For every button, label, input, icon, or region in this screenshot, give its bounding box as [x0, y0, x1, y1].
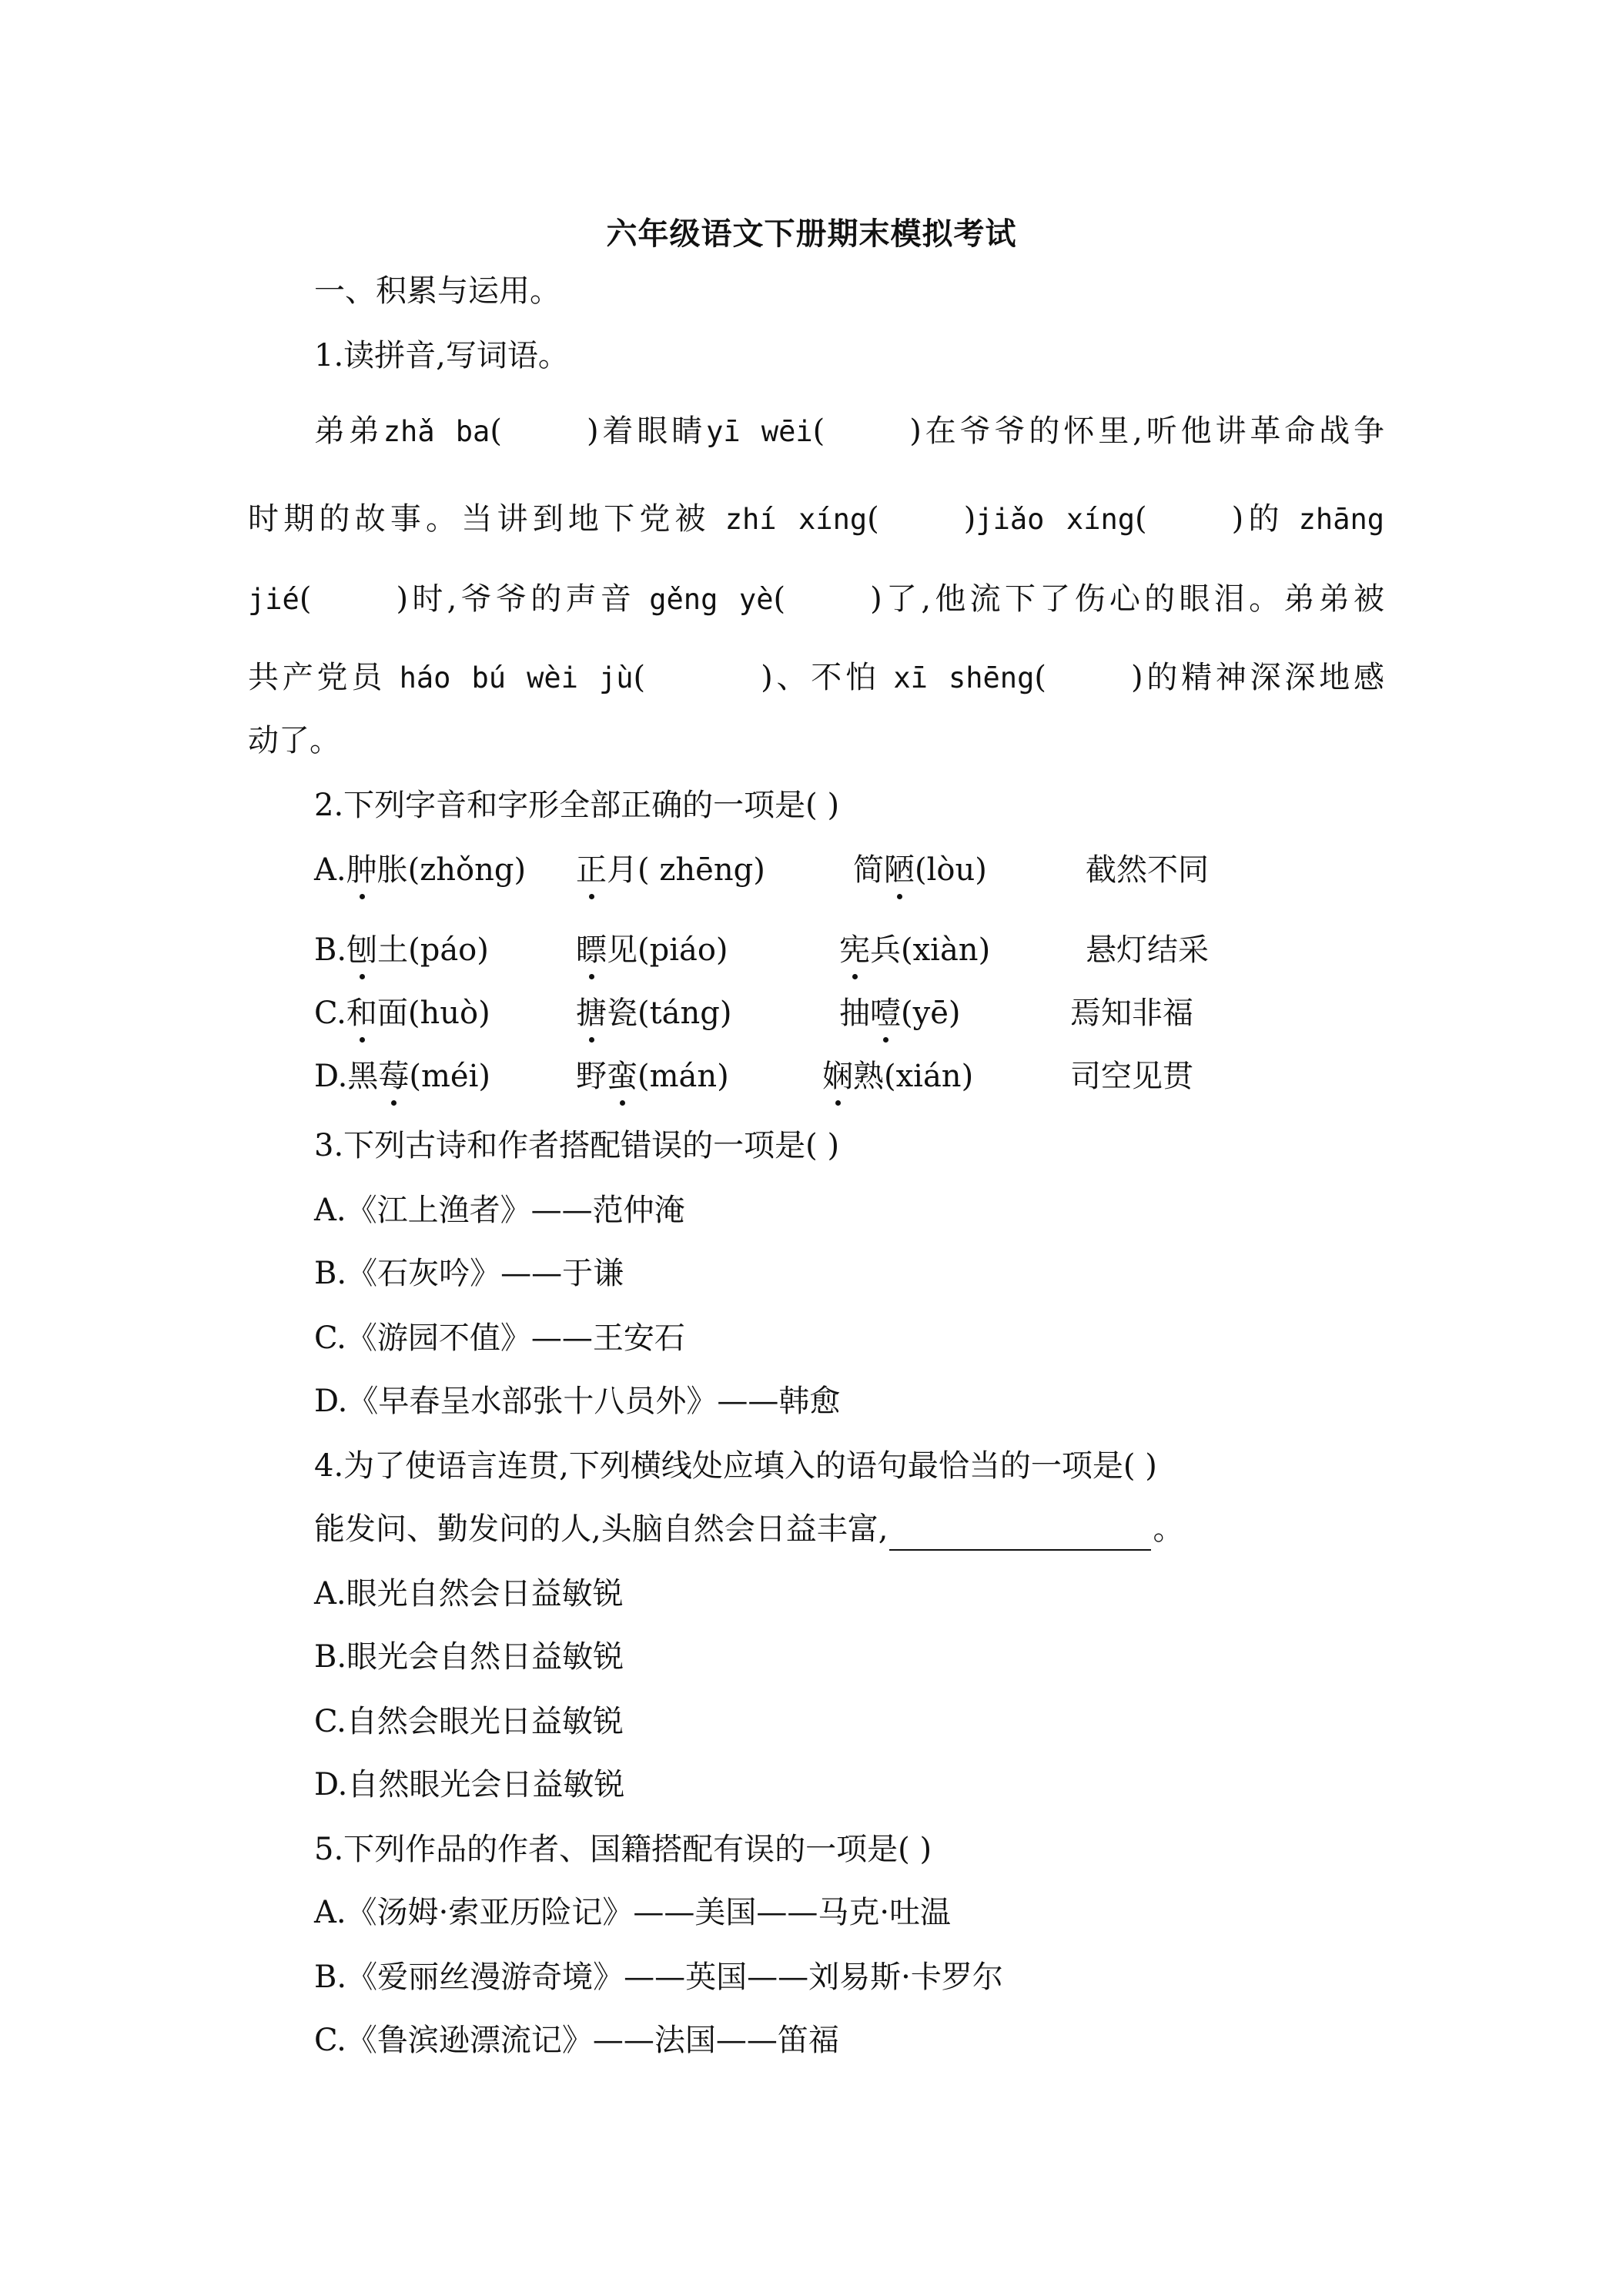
pinyin-yiwei: yī wēi [706, 415, 813, 448]
q2-cell: 娴熟(xián) [822, 1055, 973, 1098]
q2-cell: A.肿胀(zhǒng) [314, 848, 526, 892]
pinyin-haobuweiju: háo bú wèi jù [399, 661, 634, 694]
q2-cell: 焉知非福 [1070, 996, 1193, 1031]
pinyin-zhixing: zhí xíng [724, 503, 868, 536]
q2-cell: 悬灯结采 [1086, 932, 1209, 968]
q5-option-b: B.《爱丽丝漫游奇境》——英国——刘易斯·卡罗尔 [314, 1960, 1003, 1995]
pinyin-jie: jié [248, 583, 300, 616]
q3-option-b: B.《石灰吟》——于谦 [314, 1256, 624, 1291]
q1-text: 、不怕 [772, 660, 880, 695]
answer-blank-line [889, 1518, 1151, 1551]
q3-option-d: D.《早春呈水部张十八员外》——韩愈 [314, 1384, 841, 1419]
q4-option-a: A.眼光自然会日益敏锐 [314, 1576, 624, 1612]
q1-text: 的 [1243, 501, 1284, 537]
q4-stem-end: 。 [1153, 1511, 1184, 1547]
pinyin-zhang: zhāng [1298, 503, 1385, 536]
q2-cell: 搪瓷(táng) [576, 992, 732, 1035]
pinyin-xisheng: xī shēng [893, 661, 1035, 694]
pinyin-gengye: gěng yè [649, 583, 774, 616]
q2-cell: 野蛮(mán) [576, 1055, 729, 1098]
q4-stem-text: 能发问、勤发问的人,头脑自然会日益丰富, [314, 1511, 888, 1547]
section-heading: 一、积累与运用。 [314, 273, 561, 309]
q1-text: 在爷爷的怀里,听他讲革命战争 [921, 413, 1385, 449]
q1-line-5: 动了。 [248, 723, 340, 758]
page-title: 六年级语文下册期末模拟考试 [606, 216, 1017, 252]
q2-cell: 瞟见(piáo) [576, 929, 728, 972]
q4-option-c: C.自然会眼光日益敏锐 [314, 1704, 624, 1739]
q1-text: 时期的故事。当讲到地下党被 [248, 501, 711, 537]
q1-text: 了,他流下了伤心的眼泪。弟弟被 [882, 581, 1385, 617]
q1-line-1: 弟弟zhǎ ba( )着眼睛yī wēi( )在爷爷的怀里,听他讲革命战争 [314, 413, 1385, 449]
q3-option-a: A.《江上渔者》——范仲淹 [314, 1193, 685, 1228]
q2-cell: 正月( zhēng) [576, 848, 765, 892]
q2-cell: 司空见贯 [1070, 1059, 1193, 1094]
q3-option-c: C.《游园不值》——王安石 [314, 1320, 685, 1356]
question-5-label: 5.下列作品的作者、国籍搭配有误的一项是( ) [314, 1832, 932, 1867]
q2-cell: D.黑莓(méi) [314, 1055, 490, 1098]
pinyin-jiaoxing: jiǎo xíng [975, 503, 1136, 536]
q5-option-c: C.《鲁滨逊漂流记》——法国——笛福 [314, 2023, 839, 2058]
pinyin-zhaba: zhǎ ba [383, 415, 490, 448]
question-3-label: 3.下列古诗和作者搭配错误的一项是( ) [314, 1128, 840, 1163]
question-1-label: 1.读拼音,写词语。 [314, 338, 569, 373]
q1-text: 的精神深深地感 [1143, 660, 1384, 695]
q1-text: 弟弟 [314, 413, 383, 449]
q4-option-b: B.眼光会自然日益敏锐 [314, 1639, 624, 1675]
q2-cell: 抽噎(yē) [839, 992, 960, 1035]
q2-cell: 宪兵(xiàn) [839, 929, 990, 972]
question-4-label: 4.为了使语言连贯,下列横线处应填入的语句最恰当的一项是( ) [314, 1448, 1157, 1484]
q1-line-3: jié( )时,爷爷的声音 gěng yè( )了,他流下了伤心的眼泪。弟弟被 [248, 581, 1385, 617]
q4-option-d: D.自然眼光会日益敏锐 [314, 1767, 625, 1802]
q1-text: 时,爷爷的声音 [408, 581, 636, 617]
q1-line-4: 共产党员 háo bú wèi jù( )、不怕 xī shēng( )的精神深深地感 [248, 660, 1384, 695]
q2-cell: C.和面(huò) [314, 992, 490, 1035]
q4-stem [314, 1508, 1183, 1551]
q2-cell: 简陋(lòu) [853, 848, 987, 892]
q1-text: 共产党员 [248, 660, 387, 695]
question-2-label: 2.下列字音和字形全部正确的一项是( ) [314, 788, 840, 823]
q5-option-a: A.《汤姆·索亚历险记》——美国——马克·吐温 [314, 1895, 952, 1930]
q2-cell: 截然不同 [1086, 852, 1209, 888]
q2-cell: B.刨土(páo) [314, 929, 489, 972]
q1-line-2: 时期的故事。当讲到地下党被 zhí xíng( )jiǎo xíng( )的 zhāng [248, 501, 1385, 537]
q1-text: 着眼睛 [598, 413, 707, 449]
